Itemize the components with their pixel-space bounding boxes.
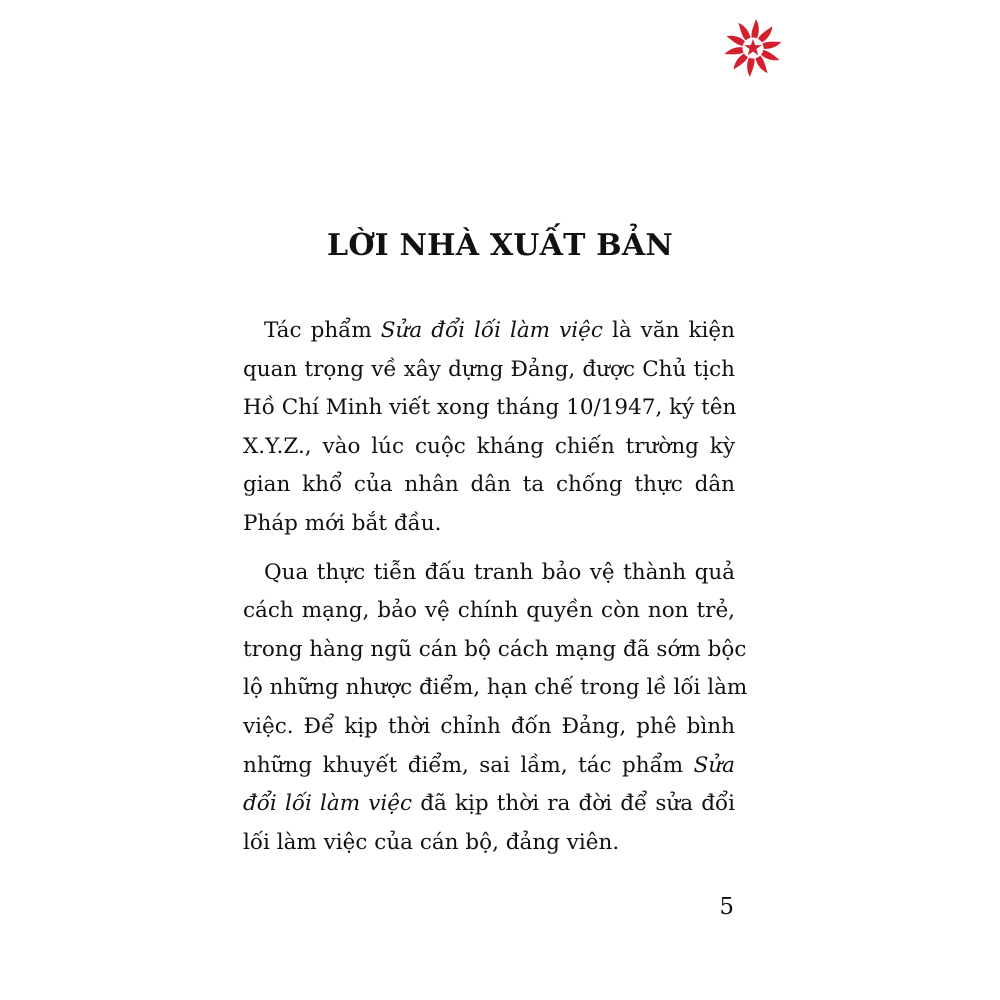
text-line: [243, 631, 747, 670]
star-emblem-icon: [722, 17, 784, 79]
text-line: [243, 747, 735, 786]
italic-title-text: đổi lối làm việc: [243, 791, 413, 817]
page-number: 5: [719, 894, 734, 920]
text-line: [243, 785, 735, 824]
publisher-logo-svg: [722, 17, 784, 79]
text-run: lộ những nhược điểm, hạn chế trong lề lối làm: [243, 675, 748, 701]
text-run: X.Y.Z., vào lúc cuộc kháng chiến trường kỳ: [243, 433, 735, 459]
text-run: Qua thực tiễn đấu tranh bảo vệ thành quả: [264, 559, 735, 585]
text-line: [243, 554, 735, 593]
text-run: đã kịp thời ra đời để sửa đổi: [412, 791, 736, 817]
text-run: cách mạng, bảo vệ chính quyền còn non trẻ,: [243, 598, 735, 624]
text-line: [243, 669, 748, 708]
text-run: việc. Để kịp thời chỉnh đốn Đảng, phê bình: [243, 713, 735, 739]
text-run: Hồ Chí Minh viết xong tháng 10/1947, ký tên: [243, 395, 737, 421]
preface-body: [243, 312, 748, 862]
text-run: gian khổ của nhân dân ta chống thực dân: [243, 472, 735, 498]
text-run: trong hàng ngũ cán bộ cách mạng đã sớm bộc: [243, 636, 747, 662]
text-run: những khuyết điểm, sai lầm, tác phẩm: [243, 752, 694, 778]
text-line: [243, 708, 735, 747]
text-line: [243, 466, 735, 505]
paragraph: [243, 312, 735, 544]
italic-title-text: Sửa đổi lối làm việc: [380, 318, 603, 343]
text-run: lối làm việc của cán bộ, đảng viên.: [243, 829, 620, 855]
text-line: [243, 389, 735, 428]
text-run: quan trọng về xây dựng Đảng, được Chủ tịch: [243, 356, 735, 382]
text-run: là văn kiện: [602, 318, 735, 343]
text-run: Pháp mới bắt đầu.: [243, 510, 442, 536]
text-line: [243, 505, 735, 544]
page-title: LỜI NHÀ XUẤT BẢN: [327, 228, 673, 263]
italic-title-text: Sửa: [693, 752, 735, 778]
text-line: [243, 592, 735, 631]
text-line: [243, 428, 735, 467]
paragraph: [243, 554, 748, 863]
text-run: Tác phẩm: [264, 318, 381, 343]
text-line: [243, 312, 735, 351]
text-line: [243, 824, 735, 863]
text-line: [243, 351, 735, 390]
